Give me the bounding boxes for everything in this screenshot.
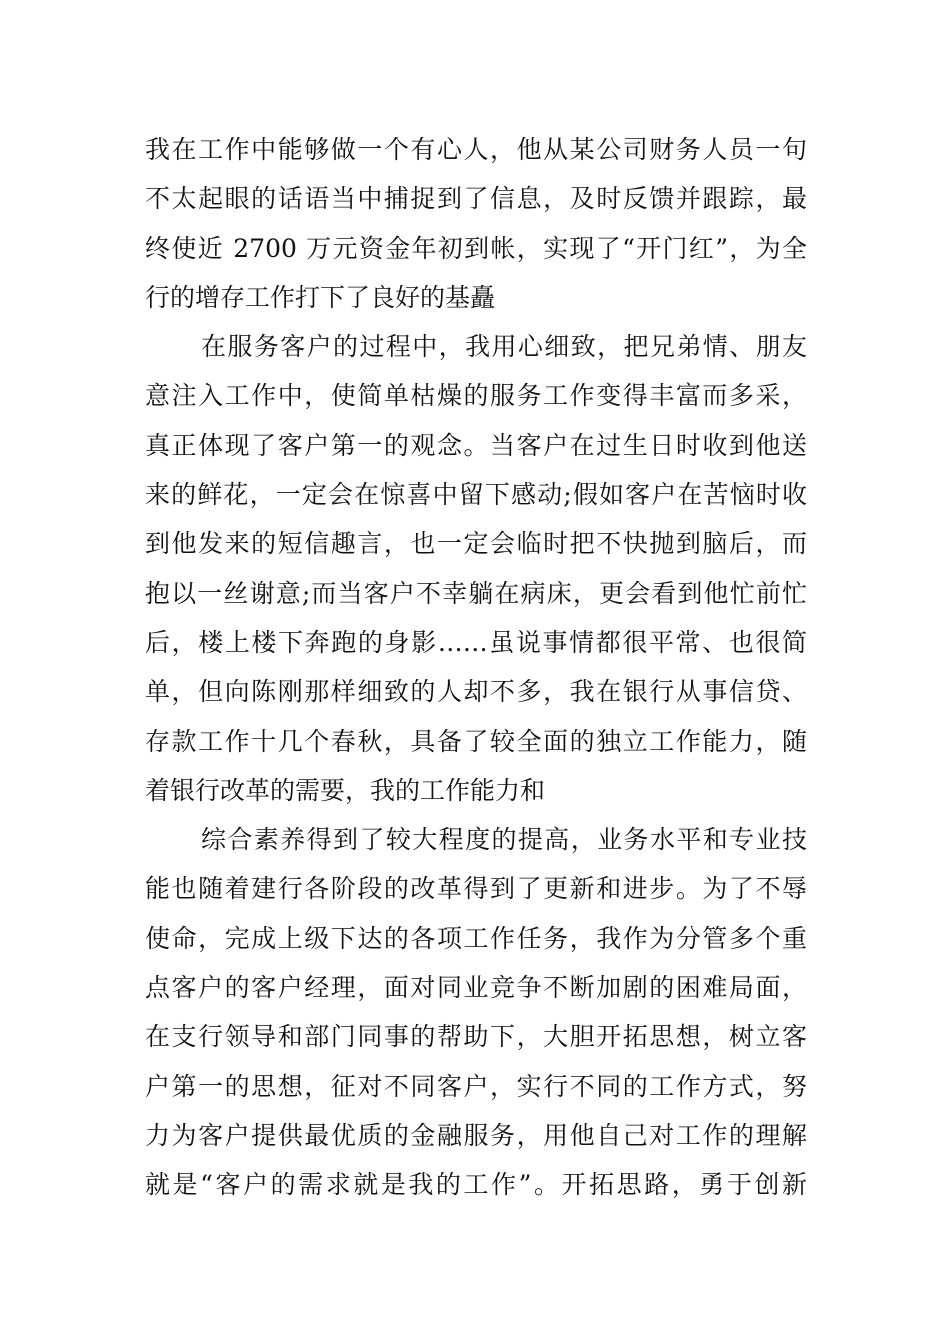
text-line: 终使近 2700 万元资金年初到帐，实现了“开门红”，为全 bbox=[145, 233, 807, 263]
text-line: 点客户的客户经理，面对同业竞争不断加剧的困难局面， bbox=[145, 973, 807, 1003]
text-line: 真正体现了客户第一的观念。当客户在过生日时收到他送 bbox=[145, 430, 807, 460]
text-line: 着银行改革的需要，我的工作能力和 bbox=[145, 775, 546, 805]
paragraph-1 bbox=[145, 125, 807, 322]
text-line: 力为客户提供最优质的金融服务，用他自己对工作的理解 bbox=[145, 1120, 807, 1150]
text-line: 不太起眼的话语当中捕捉到了信息，及时反馈并跟踪，最 bbox=[145, 184, 807, 214]
text-line: 综合素养得到了较大程度的提高，业务水平和专业技 bbox=[201, 825, 807, 855]
text-line: 使命，完成上级下达的各项工作任务，我作为分管多个重 bbox=[145, 923, 807, 953]
text-line: 意注入工作中，使简单枯燥的服务工作变得丰富而多采， bbox=[145, 381, 807, 411]
text-line: 我在工作中能够做一个有心人，他从某公司财务人员一句 bbox=[145, 135, 807, 164]
text-line: 来的鲜花，一定会在惊喜中留下感动;假如客户在苦恼时收 bbox=[145, 480, 807, 510]
text-line: 单，但向陈刚那样细致的人却不多，我在银行从事信贷、 bbox=[145, 677, 807, 707]
text-line: 后，楼上楼下奔跑的身影……虽说事情都很平常、也很简 bbox=[145, 627, 807, 657]
text-line: 抱以一丝谢意;而当客户不幸躺在病床，更会看到他忙前忙 bbox=[145, 578, 807, 608]
document-body bbox=[145, 125, 807, 1210]
paragraph-2 bbox=[145, 322, 807, 815]
text-line: 在支行领导和部门同事的帮助下，大胆开拓思想，树立客 bbox=[145, 1022, 807, 1052]
paragraph-3 bbox=[145, 815, 807, 1209]
text-line: 就是“客户的需求就是我的工作”。开拓思路，勇于创新 bbox=[145, 1170, 807, 1200]
text-line: 到他发来的短信趣言，也一定会临时把不快抛到脑后，而 bbox=[145, 529, 807, 559]
text-line: 存款工作十几个春秋，具备了较全面的独立工作能力，随 bbox=[145, 726, 807, 756]
text-line: 在服务客户的过程中，我用心细致，把兄弟情、朋友 bbox=[201, 332, 807, 362]
text-line: 户第一的思想，征对不同客户，实行不同的工作方式，努 bbox=[145, 1071, 807, 1101]
text-line: 能也随着建行各阶段的改革得到了更新和进步。为了不辱 bbox=[145, 874, 807, 904]
text-line: 行的增存工作打下了良好的基矗 bbox=[145, 282, 496, 312]
